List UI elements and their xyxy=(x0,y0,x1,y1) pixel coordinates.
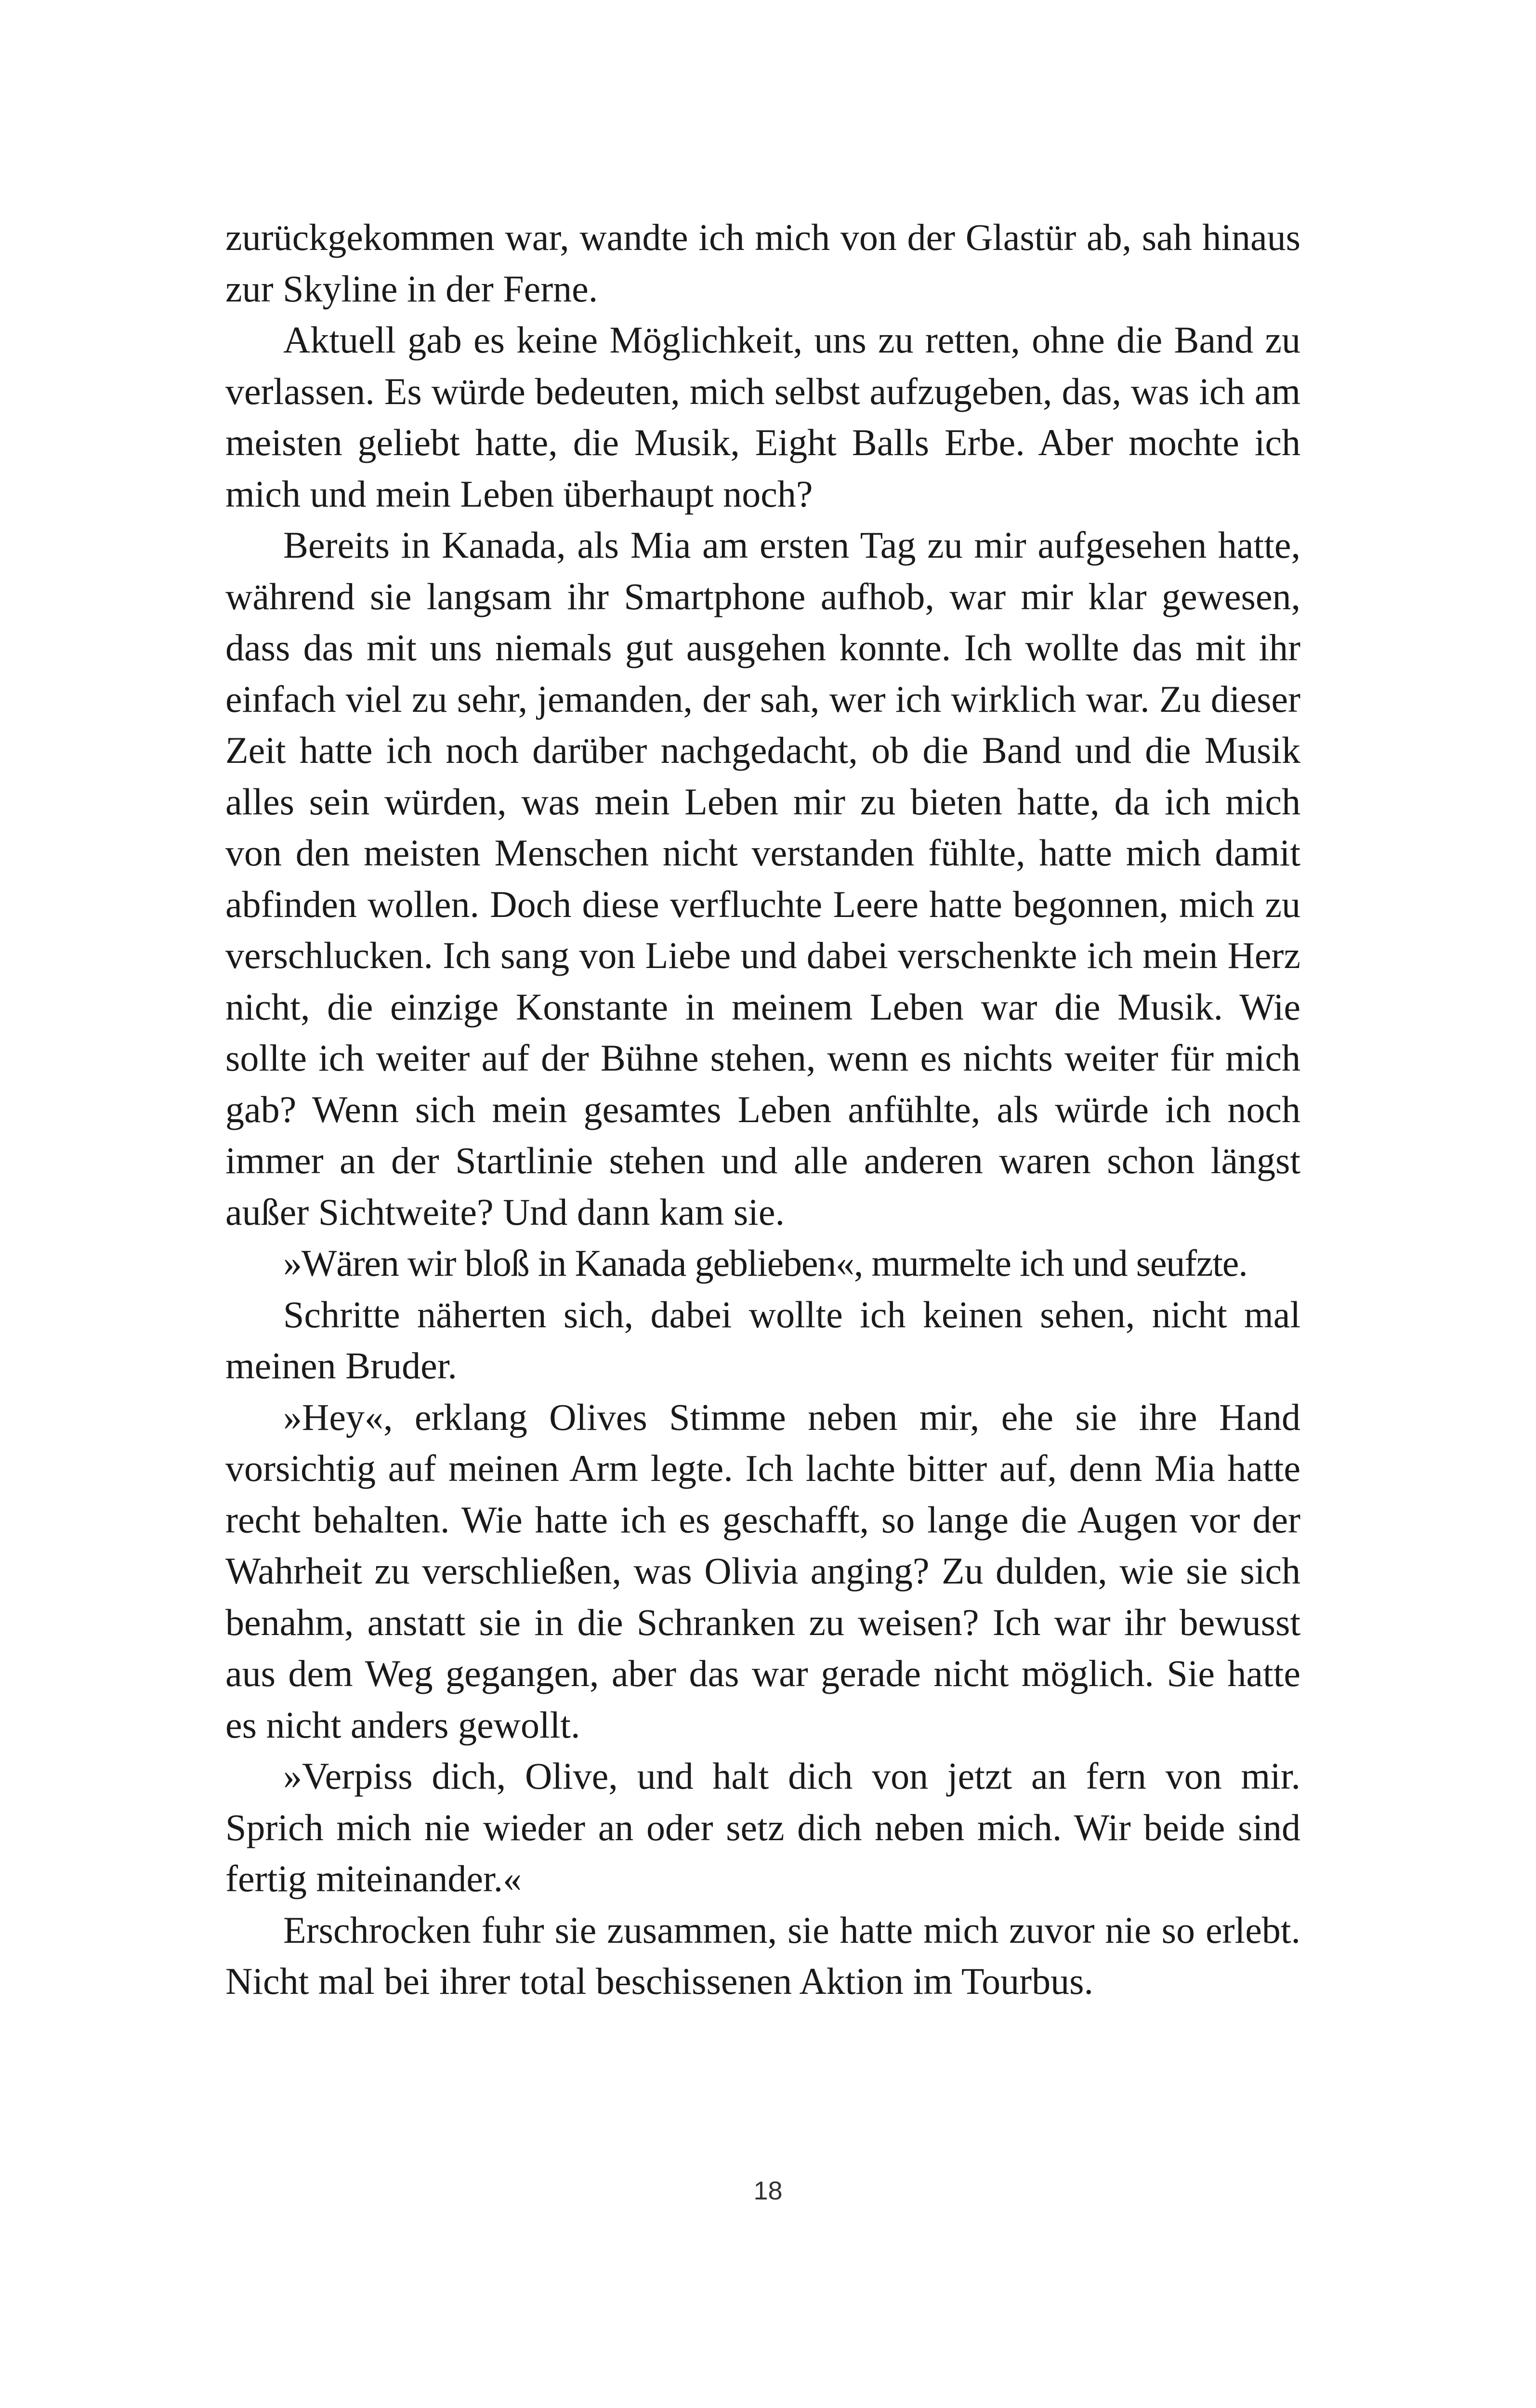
paragraph: »Verpiss dich, Olive, und halt dich von jetzt an fern von mir. Sprich mich nie wieder an oder setz dich neben mich. Wir beide sind fertig miteinander.« xyxy=(225,1755,1300,1899)
paragraph: »Hey«, erklang Olives Stimme neben mir, ehe sie ihre Hand vorsichtig auf meinen Arm legte. Ich lachte bitter auf, denn Mia hatte recht behalten. Wie hatte ich es geschafft, so lange die Augen vor der Wahrheit zu verschließen, was Olivia anging? Zu dulden, wie sie sich benahm, anstatt sie in die Schranken zu weisen? Ich war ihr bewusst aus dem Weg gegangen, aber das war gerade nicht möglich. Sie hatte es nicht anders gewollt. xyxy=(225,1396,1300,1746)
paragraph: Bereits in Kanada, als Mia am ersten Tag zu mir aufgesehen hatte, während sie langsam ihr Smartphone aufhob, war mir klar gewesen, dass das mit uns niemals gut ausgehen konnte. Ich wollte das mit ihr einfach viel zu sehr, jemanden, der sah, wer ich wirklich war. Zu dieser Zeit hatte ich noch darüber nachgedacht, ob die Band und die Musik alles sein würden, was mein Leben mir zu bieten hatte, da ich mich von den meisten Menschen nicht verstanden fühlte, hatte mich damit abfinden wollen. Doch diese verfluchte Leere hatte begonnen, mich zu verschlucken. Ich sang von Liebe und dabei verschenkte ich mein Herz nicht, die einzige Konstante in meinem Leben war die Musik. Wie sollte ich weiter auf der Bühne stehen, wenn es nichts weiter für mich gab? Wenn sich mein gesamtes Leben anfühlte, als würde ich noch immer an der Startlinie stehen und alle anderen waren schon längst außer Sichtweite? Und dann kam sie. xyxy=(225,524,1300,1233)
page-number: 18 xyxy=(753,2176,783,2205)
paragraph: »Wären wir bloß in Kanada geblieben«, murmelte ich und seufzte. xyxy=(283,1242,1247,1284)
paragraph: Erschrocken fuhr sie zusammen, sie hatte mich zuvor nie so erlebt. Nicht mal bei ihrer total beschissenen Aktion im Tourbus. xyxy=(225,1909,1300,2002)
paragraph: zurückgekommen war, wandte ich mich von der Glastür ab, sah hinaus zur Skyline in der Ferne. xyxy=(225,216,1300,310)
paragraph: Schritte näherten sich, dabei wollte ich keinen sehen, nicht mal meinen Bruder. xyxy=(225,1293,1300,1387)
body-text xyxy=(225,212,1300,2007)
paragraph: Aktuell gab es keine Möglichkeit, uns zu retten, ohne die Band zu verlassen. Es würde bedeuten, mich selbst aufzugeben, das, was ich am meisten geliebt hatte, die Musik, Eight Balls Erbe. Aber mochte ich mich und mein Leben überhaupt noch? xyxy=(225,319,1300,515)
